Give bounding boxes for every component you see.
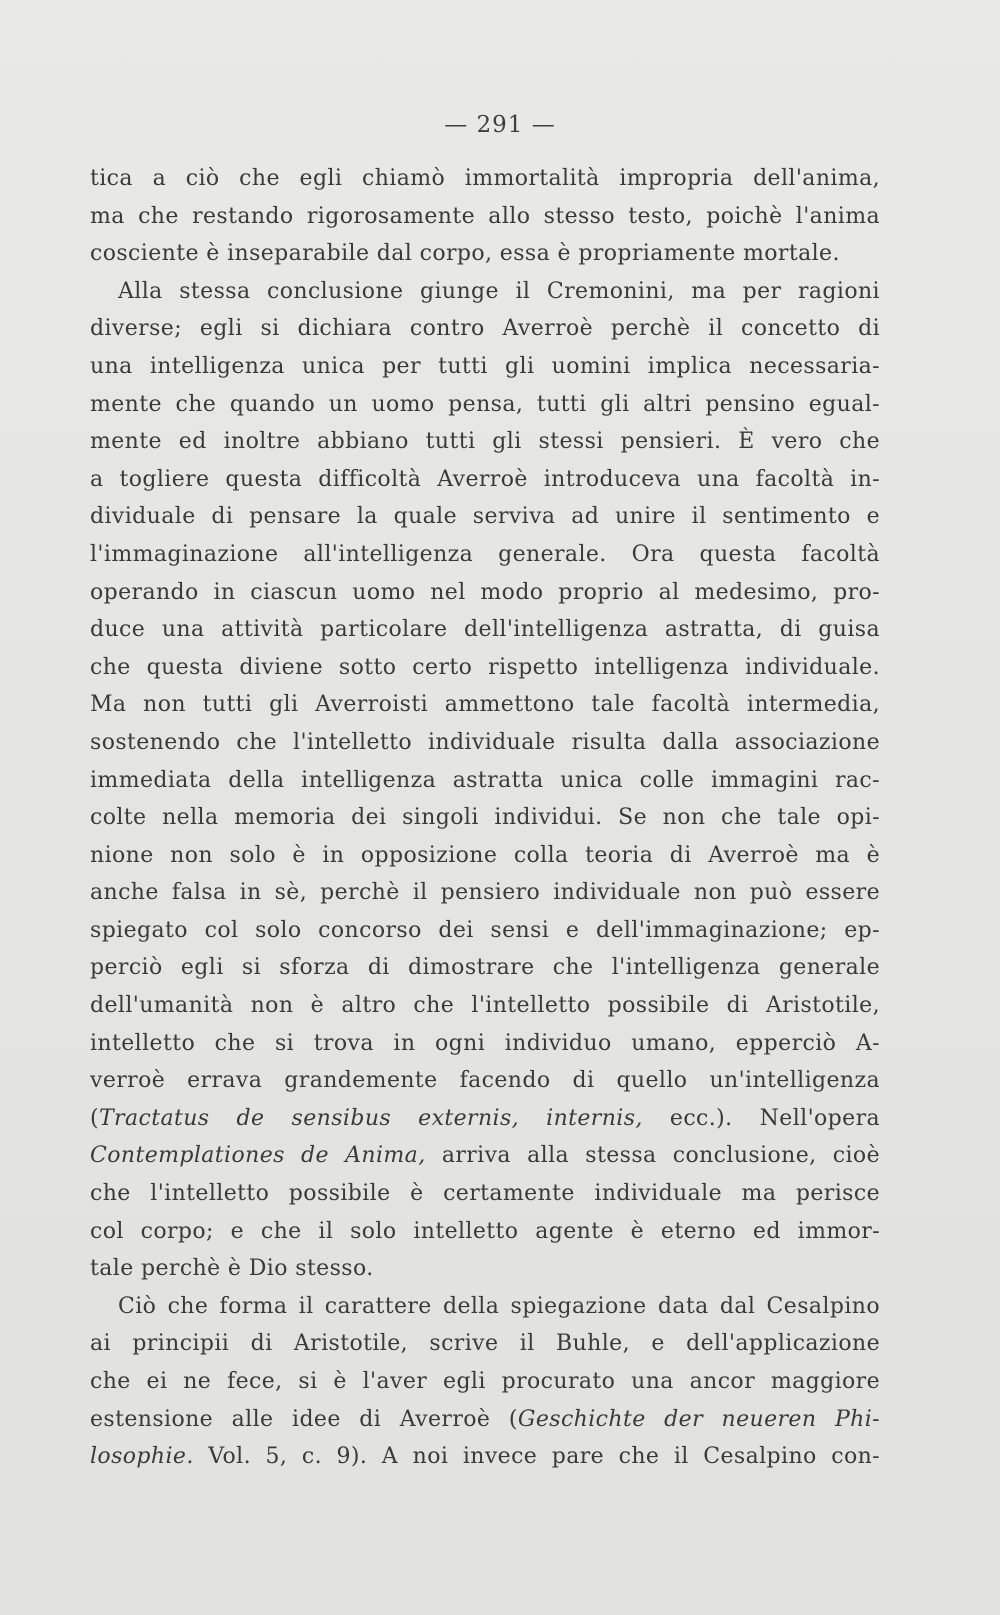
text-line: Alla stessa conclusione giunge il Cremonini, ma per ragioni [118,278,880,304]
text-line [90,1100,880,1138]
text-line: tica a ciò che egli chiamò immortalità impropria dell'anima, [90,166,880,191]
text-line: Ciò che forma il carattere della spiegazione data dal Cesalpino [118,1293,880,1319]
text-line: ai principii di Aristotile, scrive il Buhle, e dell'applicazione [90,1331,880,1357]
text-line: dividuale di pensare la quale serviva ad unire il sentimento e [90,504,880,530]
text-line: cosciente è inseparabile dal corpo, essa è propriamente mortale. [90,241,840,267]
text-line: anche falsa in sè, perchè il pensiero individuale non può essere [90,880,880,906]
text-segment: estensione alle idee di Averroè ( [90,1406,518,1432]
text-line: col corpo; e che il solo intelletto agente è eterno ed immor- [90,1218,880,1244]
text-line: colte nella memoria dei singoli individui. Se non che tale opi- [90,805,880,831]
text-line [90,1401,880,1439]
italic-title: Geschichte der neueren Phi- [517,1406,881,1432]
italic-title: Tractatus de sensibus externis, internis, [98,1105,643,1131]
text-line: spiegato col solo concorso dei sensi e dell'immaginazione; ep- [90,917,880,943]
text-line: che l'intelletto possibile è certamente individuale ma perisce [90,1181,880,1207]
text-segment: ( [90,1105,99,1131]
text-line: nione non solo è in opposizione colla teoria di Averroè ma è [90,842,880,868]
text-line: perciò egli si sforza di dimostrare che l'intelligenza generale [90,955,880,981]
text-line: tale perchè è Dio stesso. [90,1256,374,1282]
text-line: che ei ne fece, si è l'aver egli procurato una ancor maggiore [90,1369,880,1394]
text-line: mente che quando un uomo pensa, tutti gli altri pensino egual- [90,391,880,417]
text-line: ma che restando rigorosamente allo stesso testo, poichè l'anima [90,203,880,229]
text-line: Ma non tutti gli Averroisti ammettono tale facoltà intermedia, [90,692,880,718]
text-line: operando in ciascun uomo nel modo proprio al medesimo, pro- [90,579,880,605]
text-line: dell'umanità non è altro che l'intelletto possibile di Aristotile, [90,993,880,1019]
text-line: duce una attività particolare dell'intelligenza astratta, di guisa [90,617,880,643]
text-line: intelletto che si trova in ogni individuo umano, epperciò A- [90,1030,880,1056]
text-line: sostenendo che l'intelletto individuale risulta dalla associazione [90,729,880,755]
italic-title: losophie. [90,1444,194,1470]
text-line: mente ed inoltre abbiano tutti gli stessi pensieri. È vero che [90,429,880,455]
text-line [90,1137,880,1175]
text-line: diverse; egli si dichiara contro Averroè perchè il concetto di [90,316,880,342]
text-line: l'immaginazione all'intelligenza generale. Ora questa facoltà [90,541,880,567]
text-line: verroè errava grandemente facendo di quello un'intelligenza [90,1068,880,1094]
italic-title: Contemplationes de Anima, [90,1143,426,1169]
text-line: a togliere questa difficoltà Averroè introduceva una facoltà in- [90,466,880,492]
page-number: — 291 — [444,112,556,138]
text-line: che questa diviene sotto certo rispetto intelligenza individuale. [90,654,880,680]
body-text [90,160,880,1476]
text-line: una intelligenza unica per tutti gli uomini implica necessaria- [90,353,880,379]
text-line [90,1438,880,1476]
text-segment: arriva alla stessa conclusione, cioè [425,1143,880,1169]
text-segment: Vol. 5, c. 9). A noi invece pare che il Cesalpino con- [193,1444,880,1470]
text-segment: ecc.). Nell'opera [642,1105,880,1131]
text-line: immediata della intelligenza astratta unica colle immagini rac- [90,767,880,793]
